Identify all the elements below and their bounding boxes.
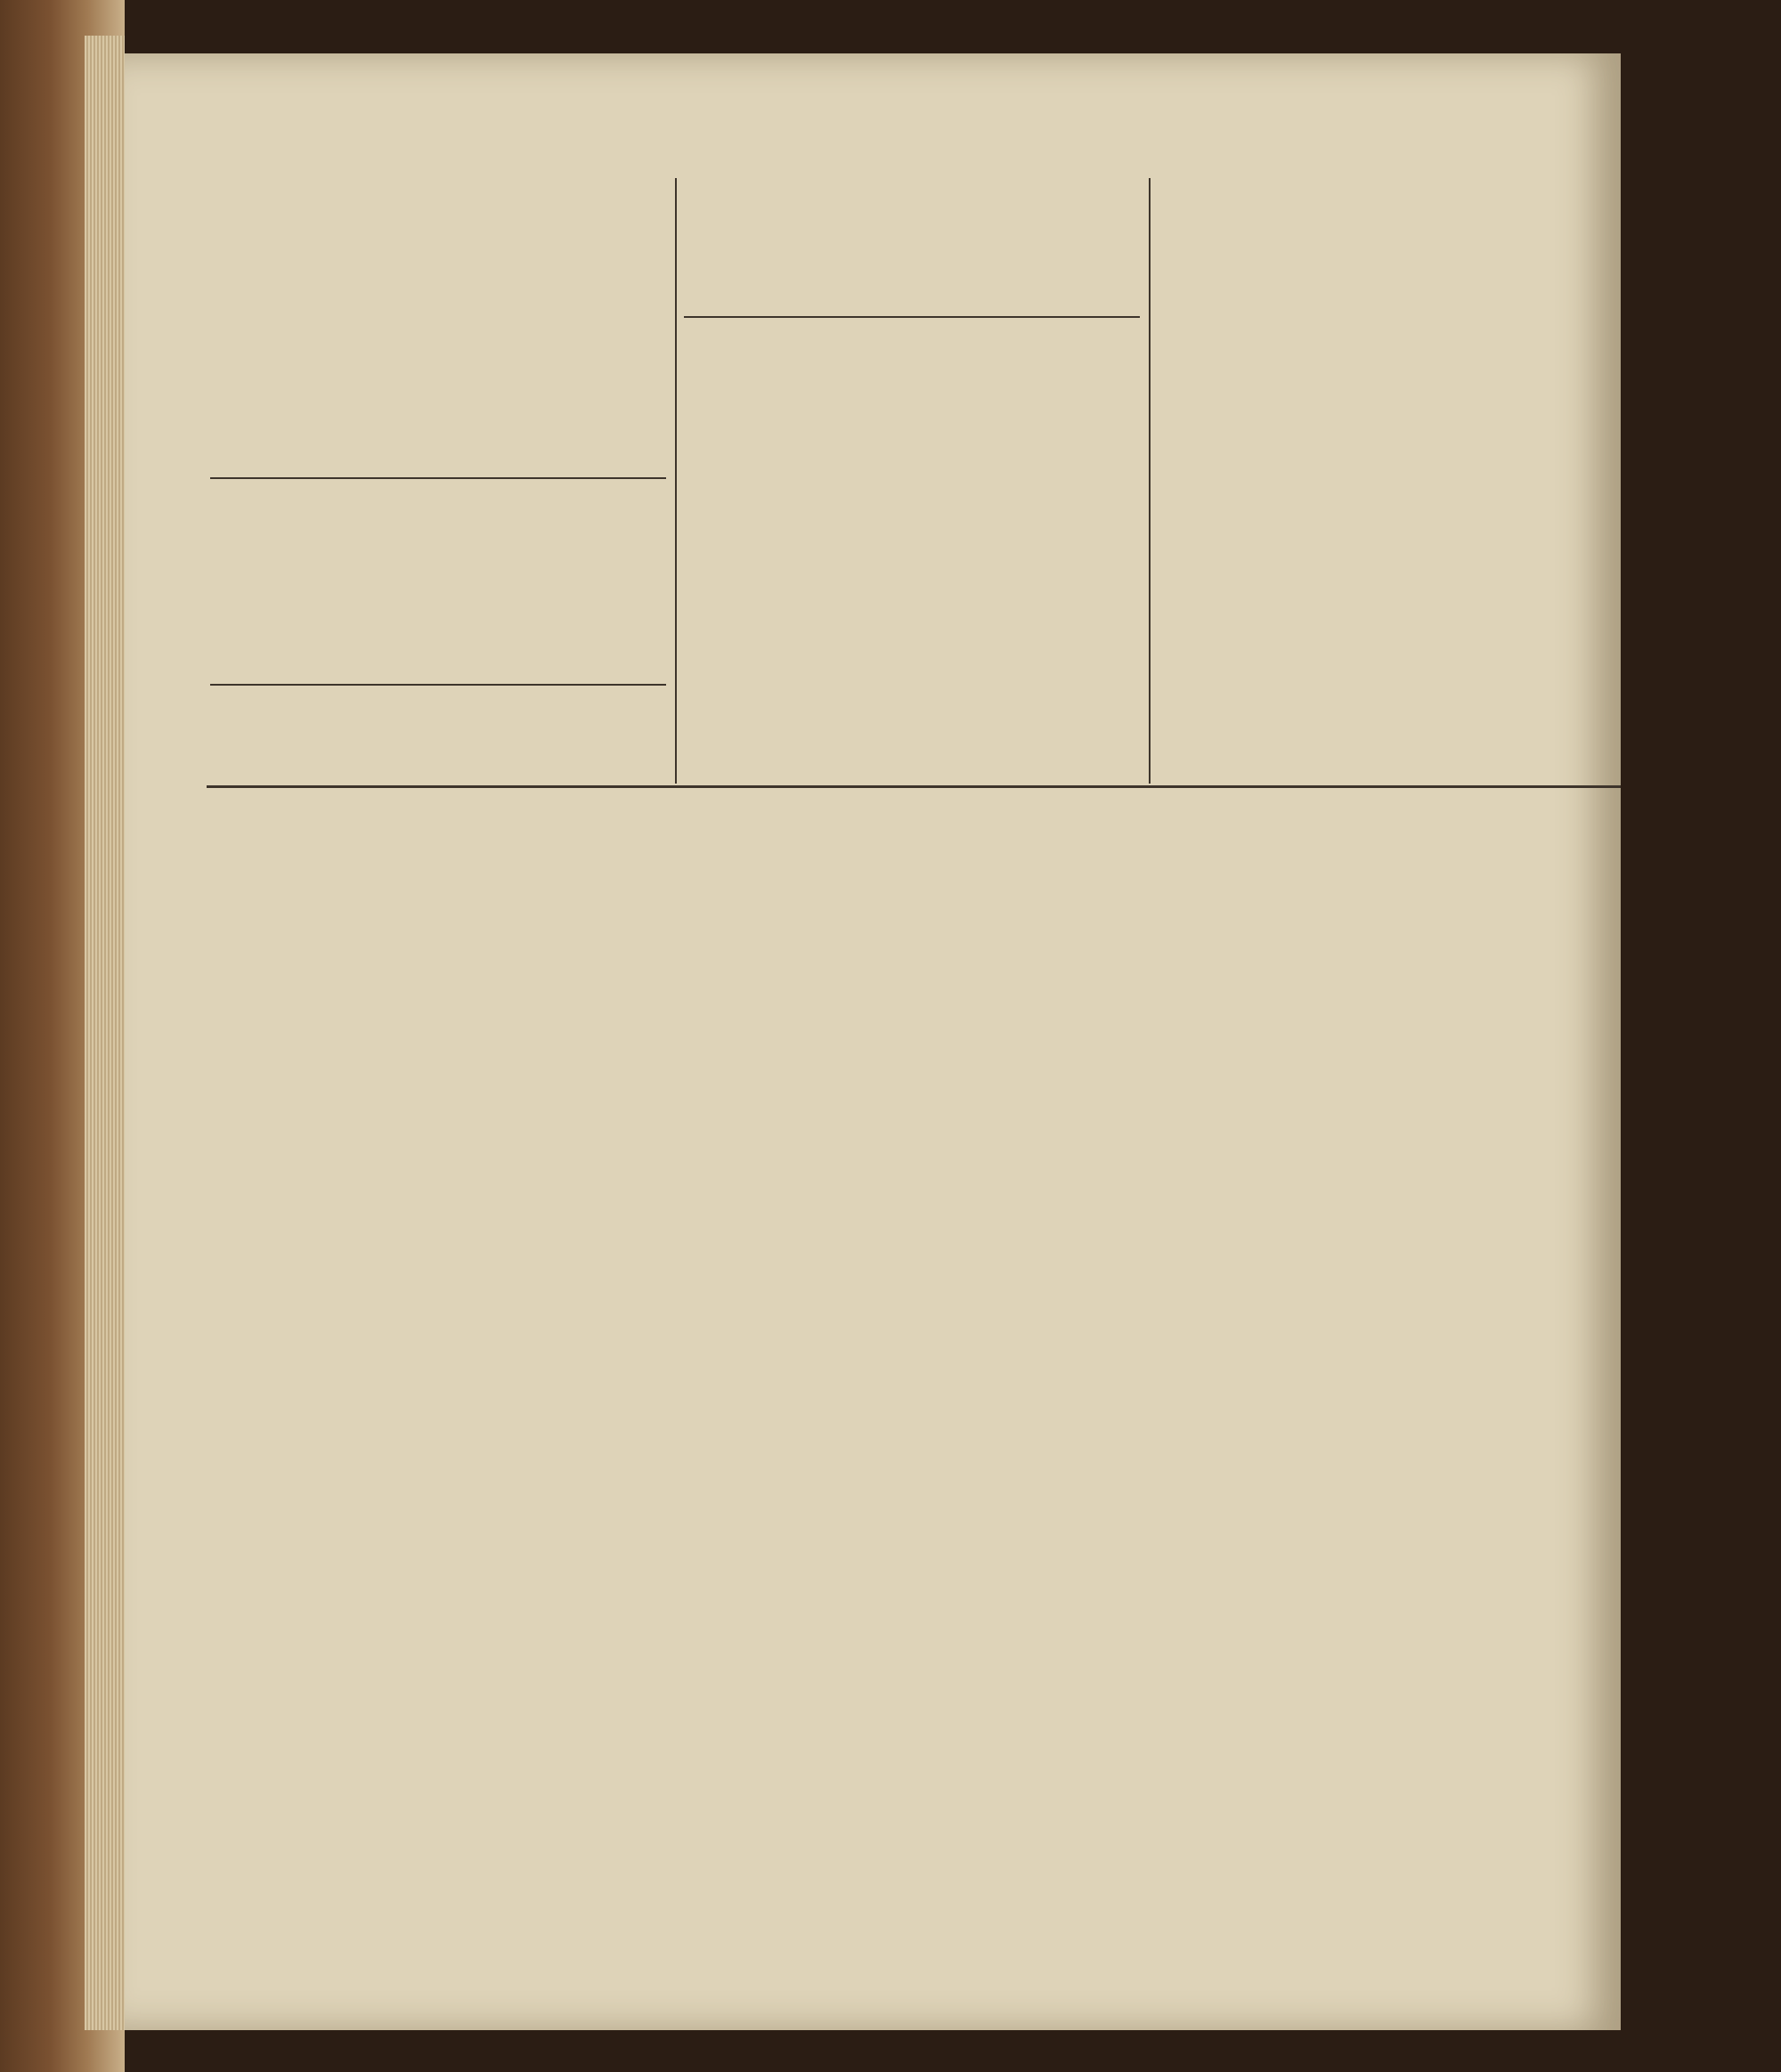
newspaper-page xyxy=(125,53,1621,2030)
section-rule xyxy=(207,785,1621,788)
column-rule xyxy=(675,178,677,784)
divider xyxy=(210,477,666,479)
column-rule xyxy=(1149,178,1151,784)
page-edges xyxy=(85,36,125,2030)
book-spine-left xyxy=(0,0,125,2072)
divider xyxy=(210,684,666,686)
divider xyxy=(684,316,1140,318)
